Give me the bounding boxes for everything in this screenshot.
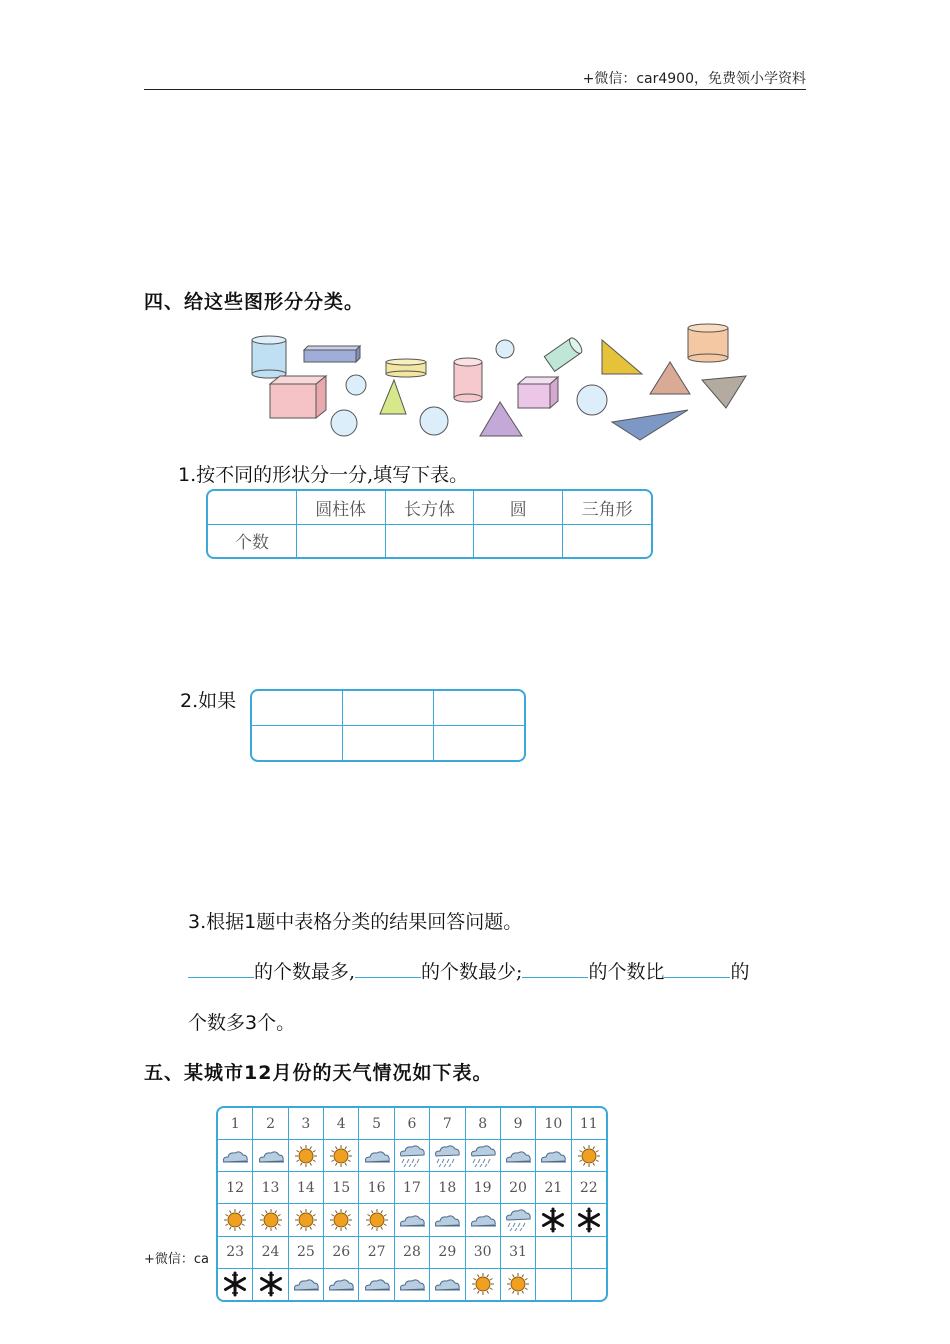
weather-icon-cell	[359, 1204, 394, 1236]
question-2-number: 2	[180, 690, 193, 712]
weather-icon-cell	[253, 1204, 288, 1236]
cuboid-shape-flat	[304, 346, 360, 362]
weather-icon-cell	[465, 1204, 500, 1236]
line2-text-b: 个。	[257, 1012, 296, 1034]
table-header-cylinder: 圆柱体	[296, 491, 385, 524]
weather-day-cell: 2	[253, 1108, 288, 1140]
question-3	[188, 907, 522, 934]
weather-icon-cell	[394, 1140, 429, 1172]
question-1-text: .按不同的形状分一分,填写下表。	[190, 464, 469, 486]
rain-icon	[466, 1144, 500, 1168]
sunny-icon	[324, 1209, 358, 1231]
weather-day-cell: 11	[571, 1108, 606, 1140]
weather-day-cell: 3	[288, 1108, 323, 1140]
cloudy-icon	[466, 1210, 500, 1230]
weather-icon-cell	[465, 1268, 500, 1300]
weather-icon-cell	[253, 1140, 288, 1172]
circle-shape-4	[420, 407, 448, 435]
triangle-shape-blue	[612, 410, 688, 440]
weather-day-cell: 7	[430, 1108, 465, 1140]
weather-icon-cell	[500, 1268, 535, 1300]
weather-day-cell: 5	[359, 1108, 394, 1140]
line1-text-3: 的个数比	[588, 961, 665, 983]
weather-day-cell: 22	[571, 1172, 606, 1204]
question-2	[180, 686, 236, 713]
header-rule	[144, 89, 806, 90]
weather-icon-cell	[536, 1140, 571, 1172]
sunny-icon	[501, 1273, 535, 1295]
shapes-illustration	[246, 322, 756, 447]
blank-most[interactable]	[188, 957, 254, 978]
weather-icon-cell	[253, 1268, 288, 1300]
cylinder-shape-disk	[386, 359, 426, 377]
question-1	[178, 460, 468, 487]
cylinder-shape-1	[252, 336, 286, 378]
weather-day-cell: 27	[359, 1236, 394, 1268]
answer-cell[interactable]	[252, 691, 343, 726]
triangle-shape-purple	[480, 402, 522, 436]
cylinder-shape-orange	[688, 324, 728, 362]
weather-day-cell	[536, 1236, 571, 1268]
weather-icon-cell	[571, 1268, 606, 1300]
header-watermark: +微信：car4900，免费领小学资料	[582, 71, 806, 87]
weather-day-cell: 13	[253, 1172, 288, 1204]
sunny-icon	[289, 1209, 323, 1231]
weather-day-cell: 16	[359, 1172, 394, 1204]
weather-day-cell: 9	[500, 1108, 535, 1140]
cube-shape-purple	[518, 377, 558, 408]
sunny-icon	[253, 1209, 287, 1231]
weather-day-cell: 29	[430, 1236, 465, 1268]
circle-shape-3	[331, 410, 357, 436]
snow-icon	[536, 1207, 570, 1233]
weather-icon-cell	[465, 1140, 500, 1172]
question-3-line-1	[188, 957, 749, 984]
cylinder-shape-pink	[454, 358, 482, 402]
table-header-circle: 圆	[474, 491, 563, 524]
table-header-cuboid: 长方体	[385, 491, 474, 524]
rain-icon	[395, 1144, 429, 1168]
cloudy-icon	[289, 1274, 323, 1294]
snow-icon	[218, 1271, 252, 1297]
line2-number: 3	[245, 1012, 258, 1034]
weather-icon-cell	[571, 1140, 606, 1172]
triangle-shape-brown	[650, 362, 690, 394]
triangle-shape-yellow	[602, 340, 642, 374]
weather-icon-cell	[430, 1268, 465, 1300]
sunny-icon	[324, 1145, 358, 1167]
weather-day-cell: 25	[288, 1236, 323, 1268]
weather-day-cell: 10	[536, 1108, 571, 1140]
weather-day-cell: 24	[253, 1236, 288, 1268]
weather-icon-cell	[288, 1204, 323, 1236]
question-2-table	[250, 689, 526, 762]
table-header-empty	[208, 491, 296, 524]
weather-day-cell: 31	[500, 1236, 535, 1268]
weather-day-cell: 6	[394, 1108, 429, 1140]
weather-icon-cell	[500, 1204, 535, 1236]
section5-title-num: 12	[244, 1062, 273, 1084]
weather-icon-cell	[359, 1140, 394, 1172]
cylinder-shape-tilted	[544, 336, 584, 371]
weather-icon-cell	[324, 1140, 359, 1172]
weather-icon-cell	[394, 1268, 429, 1300]
rain-icon	[430, 1144, 464, 1168]
weather-table	[216, 1106, 608, 1302]
weather-icon-cell	[218, 1268, 253, 1300]
weather-day-cell: 18	[430, 1172, 465, 1204]
question-3-number: 3	[188, 911, 201, 933]
cloudy-icon	[359, 1274, 393, 1294]
blank-compare-a[interactable]	[522, 957, 588, 978]
weather-icon-cell	[218, 1140, 253, 1172]
footer-watermark: +微信：ca	[144, 1252, 210, 1267]
question-1-number: 1	[178, 464, 191, 486]
weather-icon-cell	[536, 1204, 571, 1236]
section5-title-a: 五、某城市	[144, 1062, 245, 1084]
table-row-label: 个数	[208, 524, 296, 557]
answer-cell[interactable]	[434, 726, 525, 761]
cloudy-icon	[430, 1210, 464, 1230]
cloudy-icon	[430, 1274, 464, 1294]
answer-cell-cylinder[interactable]	[296, 524, 385, 557]
line1-text-1: 的个数最多,	[254, 961, 356, 983]
weather-icon-cell	[218, 1204, 253, 1236]
cloudy-icon	[501, 1146, 535, 1166]
blank-compare-b[interactable]	[664, 957, 730, 978]
answer-cell-triangle[interactable]	[563, 524, 651, 557]
weather-day-cell: 14	[288, 1172, 323, 1204]
weather-icon-cell	[430, 1140, 465, 1172]
snow-icon	[572, 1207, 606, 1233]
section4-title: 四、给这些图形分分类。	[144, 291, 365, 313]
weather-icon-cell	[430, 1204, 465, 1236]
cloudy-icon	[324, 1274, 358, 1294]
circle-shape-1	[496, 340, 514, 358]
question-2-text: .如果	[192, 690, 237, 712]
cloudy-icon	[218, 1146, 252, 1166]
weather-day-cell: 26	[324, 1236, 359, 1268]
cloudy-icon	[253, 1146, 287, 1166]
weather-day-cell: 4	[324, 1108, 359, 1140]
cube-shape-pink	[270, 376, 326, 418]
answer-cell[interactable]	[434, 691, 525, 726]
cloudy-icon	[395, 1274, 429, 1294]
weather-day-cell: 20	[500, 1172, 535, 1204]
weather-day-cell	[571, 1236, 606, 1268]
weather-day-cell: 28	[394, 1236, 429, 1268]
sunny-icon	[289, 1145, 323, 1167]
weather-day-cell: 8	[465, 1108, 500, 1140]
weather-day-cell: 19	[465, 1172, 500, 1204]
weather-day-cell: 17	[394, 1172, 429, 1204]
sunny-icon	[218, 1209, 252, 1231]
cloudy-icon	[536, 1146, 570, 1166]
weather-icon-cell	[359, 1268, 394, 1300]
weather-day-cell: 1	[218, 1108, 253, 1140]
section5-title	[144, 1058, 492, 1085]
answer-cell[interactable]	[343, 726, 434, 761]
line1-text-2: 的个数最少;	[421, 961, 523, 983]
circle-shape-2	[346, 375, 366, 395]
weather-icon-cell	[324, 1204, 359, 1236]
sunny-icon	[572, 1145, 606, 1167]
question-3-text-b: 题中表格分类的结果回答问题。	[256, 911, 523, 933]
triangle-shape-gray	[702, 376, 746, 408]
weather-icon-cell	[394, 1204, 429, 1236]
section5-title-b: 月份的天气情况如下表。	[272, 1062, 493, 1084]
weather-icon-cell	[571, 1204, 606, 1236]
weather-icon-cell	[288, 1268, 323, 1300]
answer-cell[interactable]	[343, 691, 434, 726]
weather-day-cell: 23	[218, 1236, 253, 1268]
triangle-shape-green	[380, 380, 406, 414]
weather-icon-cell	[324, 1268, 359, 1300]
line1-text-4: 的	[730, 961, 750, 983]
weather-icon-cell	[288, 1140, 323, 1172]
answer-cell-cuboid[interactable]	[385, 524, 474, 557]
sunny-icon	[359, 1209, 393, 1231]
line2-text-a: 个数多	[188, 1012, 246, 1034]
weather-day-cell: 12	[218, 1172, 253, 1204]
weather-day-cell: 21	[536, 1172, 571, 1204]
weather-icon-cell	[500, 1140, 535, 1172]
weather-icon-cell	[536, 1268, 571, 1300]
snow-icon	[253, 1271, 287, 1297]
table-header-triangle: 三角形	[563, 491, 651, 524]
cloudy-icon	[359, 1146, 393, 1166]
weather-day-cell: 15	[324, 1172, 359, 1204]
question-3-line-2	[188, 1008, 295, 1035]
answer-cell-circle[interactable]	[474, 524, 563, 557]
weather-day-cell: 30	[465, 1236, 500, 1268]
rain-icon	[501, 1208, 535, 1232]
answer-cell[interactable]	[252, 726, 343, 761]
cloudy-icon	[395, 1210, 429, 1230]
sunny-icon	[466, 1273, 500, 1295]
question-3-ref: 1	[244, 911, 257, 933]
shape-count-table	[206, 489, 653, 559]
blank-least[interactable]	[355, 957, 421, 978]
circle-shape-5	[577, 385, 607, 415]
question-3-text-a: .根据	[200, 911, 245, 933]
